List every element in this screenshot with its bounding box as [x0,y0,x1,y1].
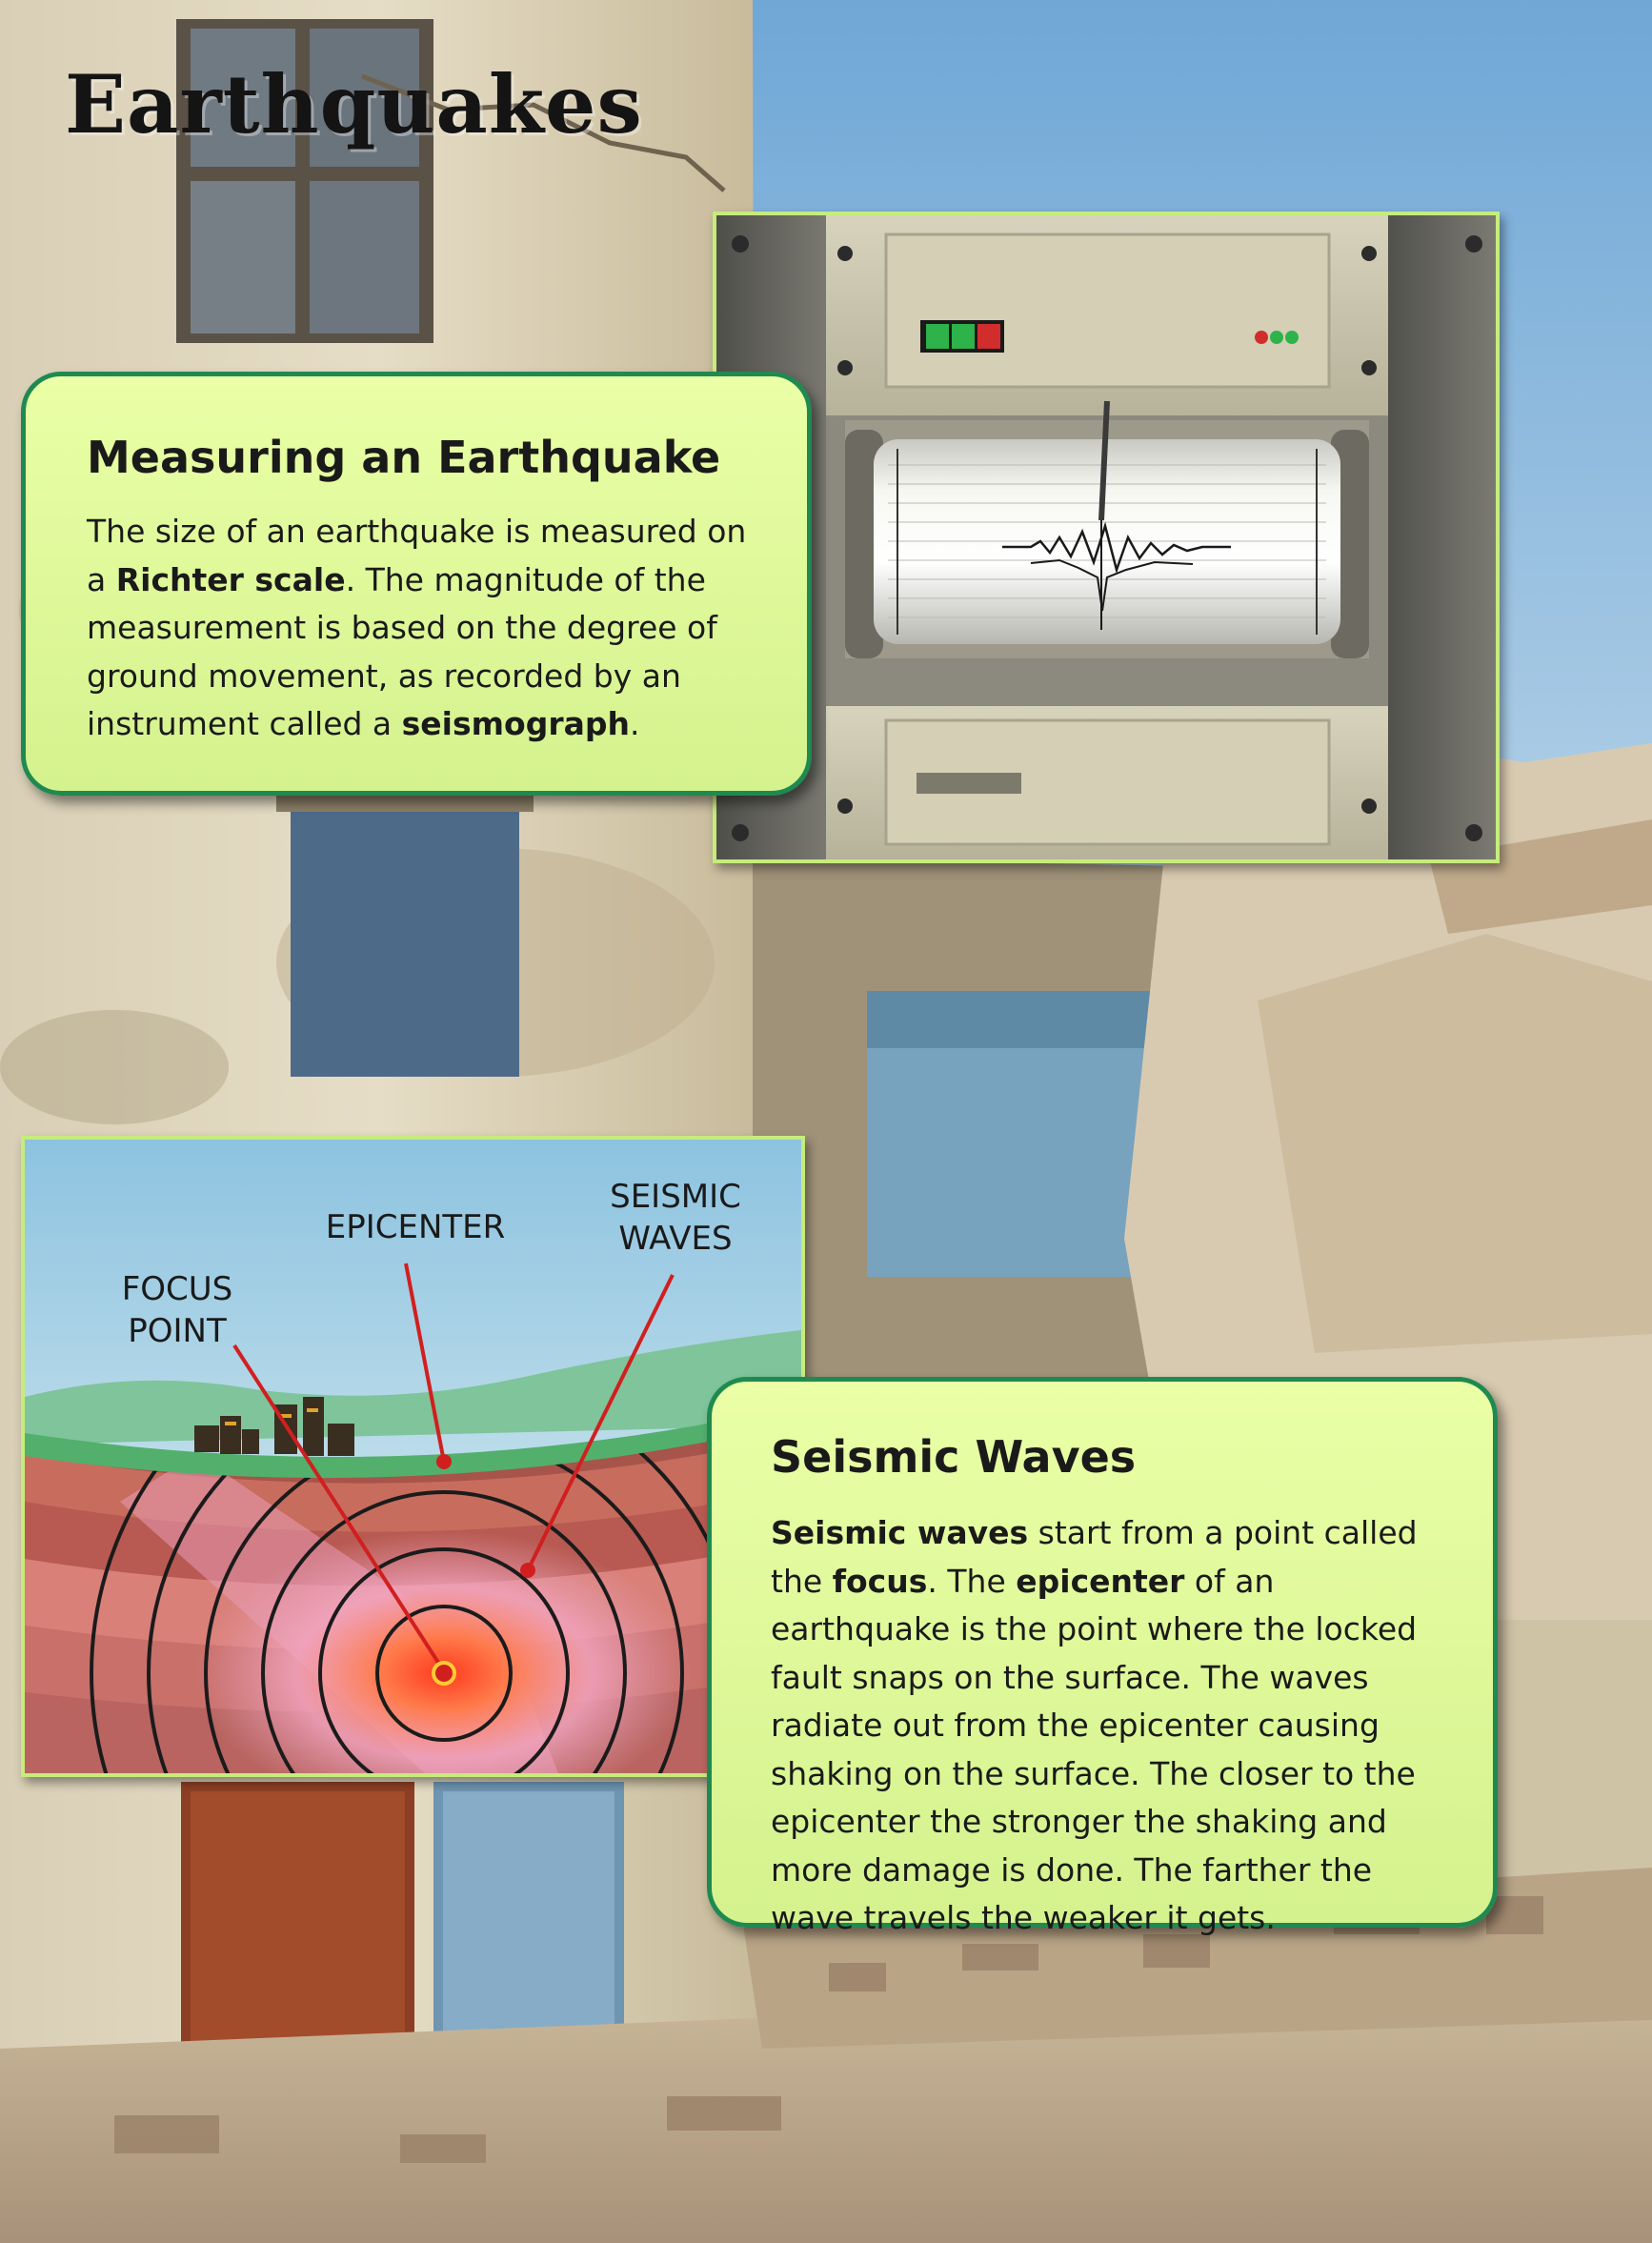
page-title: Earthquakes [65,57,643,152]
seismograph-illustration [713,212,1500,863]
waves-text-3: of an earthquake is the point where the locked fault snaps on the surface. The waves radiate out from the epicenter causing shaking on the surface. The closer to the epicenter the stronger the shaking and more damage is done. The farther the wave travels the weaker it gets. [771,1562,1418,1936]
seismic-waves-body [771,1509,1461,1943]
measuring-heading: Measuring an Earthquake [87,432,721,483]
term-seismograph: seismograph [401,705,630,742]
measuring-callout [21,372,812,796]
seismic-waves-heading: Seismic Waves [771,1431,1137,1483]
earthquake-diagram [21,1136,805,1777]
label-focus-point [101,1268,253,1352]
term-seismic-waves: Seismic waves [771,1514,1029,1551]
term-epicenter: epicenter [1016,1562,1185,1600]
label-seismic-waves-line1: SEISMIC [610,1178,741,1216]
term-richter-scale: Richter scale [115,560,346,598]
label-seismic-waves-line2: WAVES [618,1220,733,1258]
seismic-waves-callout [707,1377,1498,1936]
measuring-body [87,508,773,749]
measuring-text-1: The size of an earthquake is measured on a [87,513,747,598]
label-focus-point-line2: POINT [128,1312,227,1350]
term-focus: focus [832,1562,928,1600]
measuring-text-2: . The magnitude of the measurement is based on the degree of ground movement, as recorded by an instrument called a [87,560,717,742]
measuring-text-3: . [629,705,640,742]
label-epicenter: EPICENTER [325,1208,506,1246]
label-focus-point-line1: FOCUS [121,1270,233,1308]
waves-text-1: start from a point called the [771,1514,1418,1600]
waves-text-2: . The [927,1562,1017,1600]
label-seismic-waves [585,1176,766,1260]
